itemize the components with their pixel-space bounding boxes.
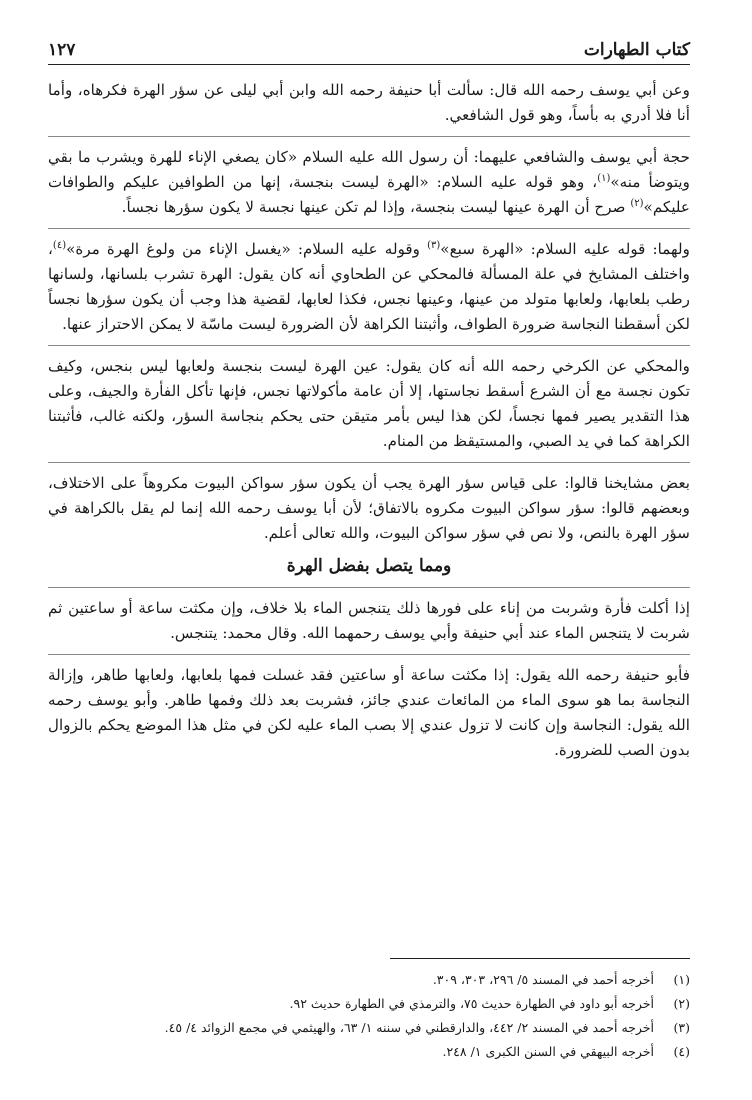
footnote-number: (٢) [673, 996, 690, 1011]
footnote-4 [48, 1040, 690, 1064]
text-run: وقوله عليه السلام: «يغسل الإناء من ولوغ الهرة مرة» [66, 240, 428, 258]
section-paragraph-1: إذا أكلت فأرة وشربت من إناء على فورها ذلك يتنجس الماء بلا خلاف، وإن مكثت ساعة أو ساعتين ثم شربت لا يتنجس الماء عند أبي حنيفة وأبي يوسف رحمهما الله. وقال محمد: يتنجس. [48, 599, 690, 642]
paragraph-5: بعض مشايخنا قالوا: على قياس سؤر الهرة يجب أن يكون سؤر سواكن البيوت مكروهاً على الاختلاف، وبعضهم قالوا: سؤر سواكن البيوت مكروه بالاتفاق؛ لأن أبا يوسف رحمه الله إنما لم يقل بالكراهة في سؤر الهرة بالنص، ولا نص في سؤر سواكن البيوت، والله تعالى أعلم. [48, 474, 690, 542]
paragraph-3 [48, 237, 690, 337]
paragraph-divider [48, 345, 690, 346]
section-heading: ومما يتصل بفضل الهرة [286, 556, 452, 576]
footnote-ref-2[interactable]: (٢) [630, 197, 644, 209]
footnote-ref-3[interactable]: (٣) [427, 239, 441, 251]
footnote-ref-1[interactable]: (١) [597, 172, 611, 184]
footnote-text: أخرجه أحمد في المسند ٢/ ٤٤٢، والدارقطني في سننه ١/ ٦٣، والهيثمي في مجمع الزوائد ٤/ ٤٥. [164, 1020, 654, 1035]
header-rule [48, 64, 690, 65]
paragraph-4: والمحكي عن الكرخي رحمه الله أنه كان يقول: عين الهرة ليست بنجسة ولعابها ليس بنجس، وكيف تكون نجسة مع أن الشرع أسقط نجاستها، إلا أن عامة مأكولاتها نجس، فإنها تأكل الفأرة والجيف، وعلى هذا التقدير يصير فمها نجساً، لكن هذا ليس بأمر متيقن حتى يحكم بنجاسة السؤر، ولكنه غالب، فأثبتنا الكراهة كما في يد الصبي، والمستيقظ من المنام. [48, 357, 690, 450]
text-run: ولهما: قوله عليه السلام: «الهرة سبع» [440, 240, 690, 258]
text-run: صرح أن الهرة عينها ليست بنجسة، وإذا لم تكن عينها نجسة لا يكون سؤرها نجساً. [121, 198, 631, 216]
footnote-text: أخرجه أبو داود في الطهارة حديث ٧٥، والترمذي في الطهارة حديث ٩٢. [289, 996, 654, 1011]
paragraph-divider [48, 654, 690, 655]
paragraph-2 [48, 145, 690, 220]
section-paragraph-2: فأبو حنيفة رحمه الله يقول: إذا مكثت ساعة أو ساعتين فقد غسلت فمها بلعابها، ولعابها طاهر، وإزالة النجاسة بما هو سوى الماء من المائعات عندي جائز، فشربت بعد ذلك وفمها طاهر. وأبو يوسف رحمه الله يقول: النجاسة وإن كانت لا تزول عندي إلا بصب الماء عليه لكن في مثل هذا الموضع يحكم بالزوال بدون الصب للضرورة. [48, 666, 690, 759]
text-run: حجة أبي يوسف والشافعي عليهما: أن رسول الله عليه السلام «كان يصغي الإناء للهرة ويشرب ما بقي ويتوضأ منه» [48, 148, 690, 191]
footnote-number: (٤) [673, 1044, 690, 1059]
paragraph-divider [48, 136, 690, 137]
text-run: ، وهو قوله عليه السلام: «الهرة ليست بنجسة، إنها من الطوافين عليكم والطوافات عليكم» [48, 173, 690, 216]
footnote-2 [48, 992, 690, 1016]
footnote-text: أخرجه البيهقي في السنن الكبرى ١/ ٢٤٨. [442, 1044, 654, 1059]
page-number: ١٢٧ [48, 40, 76, 60]
footnote-number: (١) [673, 972, 690, 987]
footnote-1 [48, 968, 690, 992]
footnote-number: (٣) [673, 1020, 690, 1035]
running-title: كتاب الطهارات [583, 40, 690, 60]
main-text [48, 78, 690, 950]
footnotes [48, 968, 690, 1064]
paragraph-divider [48, 462, 690, 463]
footnote-ref-4[interactable]: (٤) [52, 239, 67, 251]
paragraph-1: وعن أبي يوسف رحمه الله قال: سألت أبا حنيفة رحمه الله وابن أبي ليلى عن سؤر الهرة فكرهاه، وأما أنا فلا أدري به بأساً، وهو قول الشافعي. [48, 81, 690, 124]
footnote-3 [48, 1016, 690, 1040]
text-run: ، واختلف المشايخ في علة المسألة فالمحكي عن الطحاوي أنه كان يقول: الهرة تشرب بلسانها، ولسانها رطب بلعابها، ولعابها متولد من عينها، وعينها نجس، فكذا لعابها، لقضية هذا وجب أن يكون سؤرها نجساً لكن أسقطنا النجاسة ضرورة الطواف، وأثبتنا الكراهة لأن الضرورة ليست ماسّة لا يمكن الاحتراز عنها. [48, 240, 690, 333]
page-header [48, 30, 690, 60]
footnote-rule [390, 958, 690, 959]
footnote-text: أخرجه أحمد في المسند ٥/ ٢٩٦، ٣٠٣، ٣٠٩. [432, 972, 654, 987]
paragraph-divider [48, 587, 690, 588]
paragraph-divider [48, 228, 690, 229]
